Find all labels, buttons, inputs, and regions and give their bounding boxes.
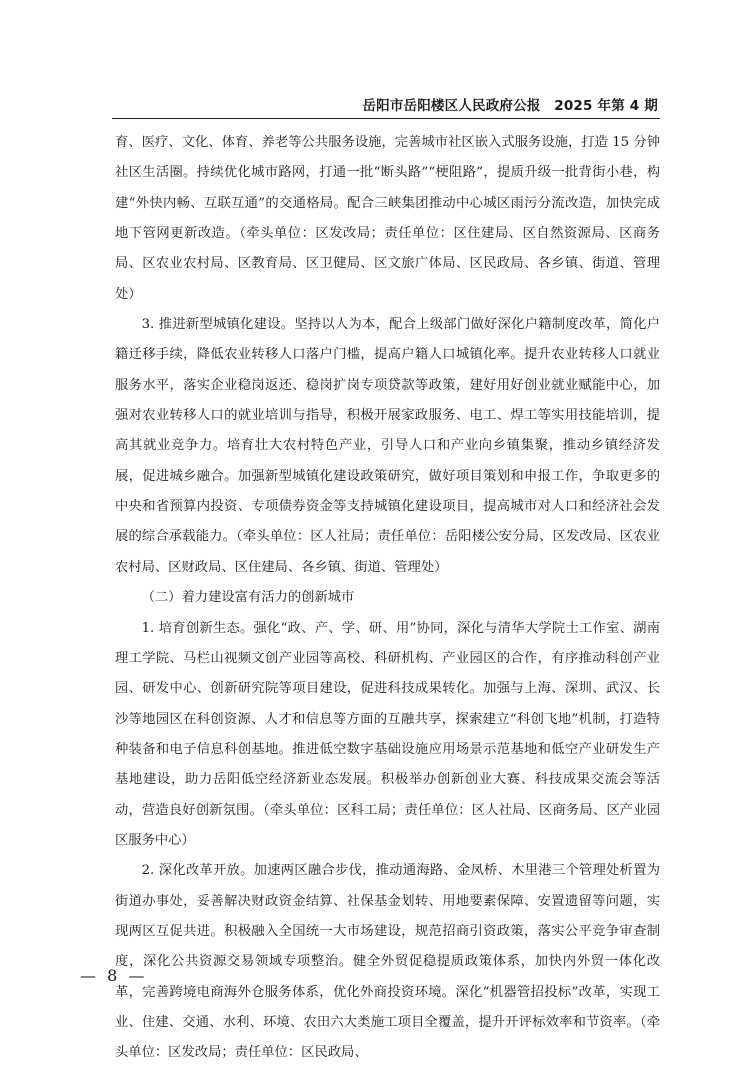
section-heading: （二）着力建设富有活力的创新城市 [141, 590, 355, 606]
page-number: 8 [107, 966, 118, 985]
paragraph-urbanization: 3. 推进新型城镇化建设。坚持以人为本，配合上级部门做好深化户籍制度改革，简化户籍迁移手续，降低农业转移人口落户门槛，提高户籍人口城镇化率。提升农业转移人口就业服务水平，落实企业稳岗返还、稳岗扩岗专项贷款等政策，建好用好创业就业赋能中心，加强对农业转移人口的就业培训与指导，积极开展家政服务、电工、焊工等实用技能培训，提高其就业竞争力。培育壮大农村特色产业，引导人口和产业向乡镇集聚，推动乡镇经济发展，促进城乡融合。加强新型城镇化建设政策研究，做好项目策划和申报工作，争取更多的中央和省预算内投资、专项债券资金等支持城镇化建设项目，提高城市对人口和经济社会发展的综合承载能力。（牵头单位：区人社局；责任单位：岳阳楼公安分局、区发改局、区农业农村局、区财政局、区住建局、各乡镇、街道、管理处） [115, 317, 660, 575]
page-header [112, 92, 660, 119]
paragraph-reform: 2. 深化改革开放。加速两区融合步伐，推动通海路、金凤桥、木里港三个管理处析置为街道办事处，妥善解决财政资金结算、社保基金划转、用地要素保障、安置遗留等问题，实现两区互促共进。积极融入全国统一大市场建设，规范招商引资政策，落实公平竞争审查制度，深化公共资源交易领域专项整治。健全外贸促稳提质政策体系，加快内外贸一体化改革，完善跨境电商海外仓服务体系，优化外商投资环境。深化“机器管招投标”改革，实现工业、住建、交通、水利、环境、农田六大类施工项目全覆盖，提升开评标效率和节资率。（牵头单位：区发改局；责任单位：区民政局、 [115, 863, 660, 1061]
footer-dash-right: — [128, 966, 145, 985]
document-body [115, 128, 660, 1069]
paragraph-innovation: 1. 培育创新生态。强化“政、产、学、研、用”协同，深化与清华大学院士工作室、湖南理工学院、马栏山视频文创产业园等高校、科研机构、产业园区的合作，有序推动科创产业园、研发中心、创新研究院等项目建设，促进科技成果转化。加强与上海、深圳、武汉、长沙等地园区在科创资源、人才和信息等方面的互融共享，探索建立“科创飞地”机制，打造特种装备和电子信息科创基地。推进低空数字基础设施应用场景示范基地和低空产业研发生产基地建设，助力岳阳低空经济新业态发展。积极举办创新创业大赛、科技成果交流会等活动，营造良好创新氛围。（牵头单位：区科工局；责任单位：区人社局、区商务局、区产业园区服务中心） [115, 620, 660, 848]
footer-dash-left: — [80, 966, 96, 985]
header-title: 岳阳市岳阳楼区人民政府公报 2025 年第 4 期 [362, 98, 658, 114]
paragraph-continuation: 育、医疗、文化、体育、养老等公共服务设施，完善城市社区嵌入式服务设施，打造 15 分钟社区生活圈。持续优化城市路网，打通一批“断头路”“梗阻路”，提质升级一批背街小巷，构建“外快内畅、互联互通”的交通格局。配合三峡集团推动中心城区雨污分流改造，加快完成地下管网更新改造。（牵头单位：区发改局；责任单位：区住建局、区自然资源局、区商务局、区农业农村局、区教育局、区卫健局、区文旅广体局、区民政局、各乡镇、街道、管理处） [115, 135, 660, 302]
page-number-footer [80, 966, 144, 985]
